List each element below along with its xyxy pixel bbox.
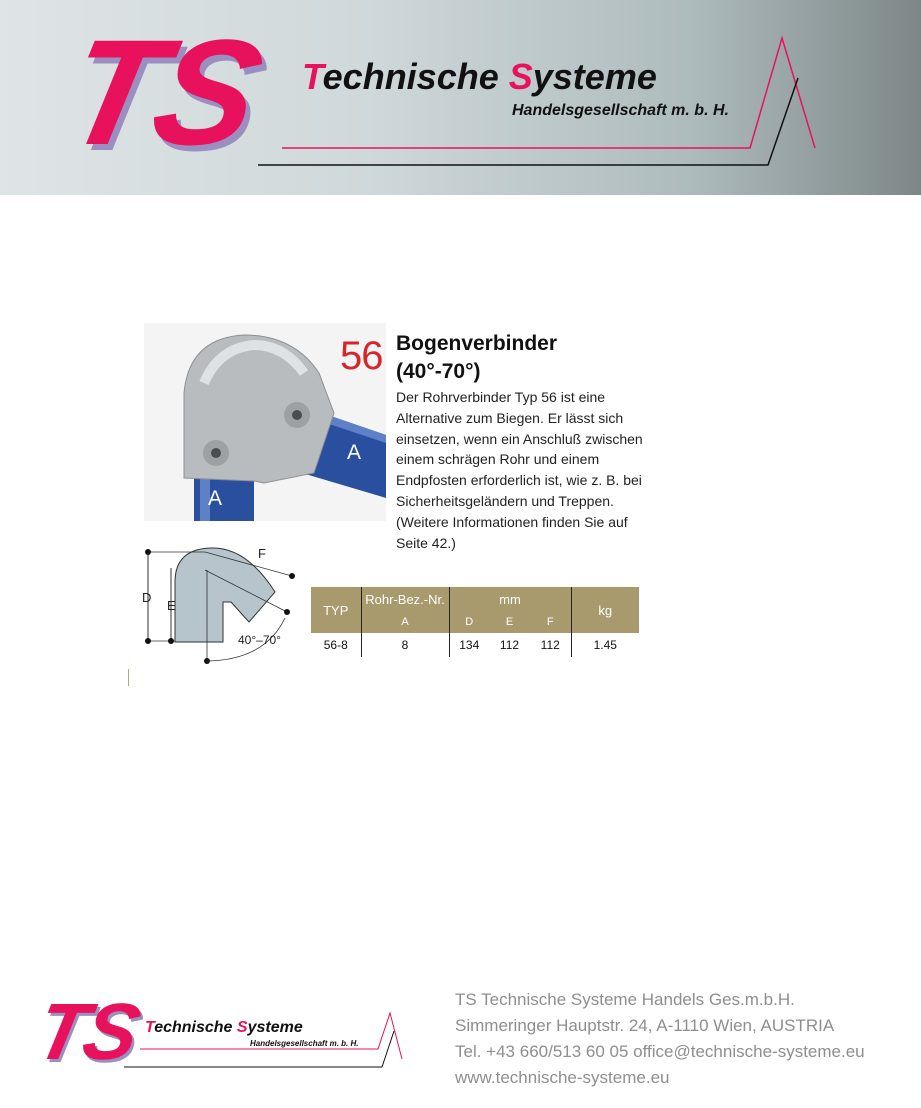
header-f: F <box>530 611 571 633</box>
ts-logo: TS <box>52 8 272 176</box>
footer-company-name: Technische Systeme <box>145 1019 303 1036</box>
footer-company-subtitle: Handelsgesellschaft m. b. H. <box>250 1039 359 1048</box>
footer-line-company: TS Technische Systeme Handels Ges.m.b.H. <box>455 990 795 1009</box>
company-subtitle: Handelsgesellschaft m. b. H. <box>512 102 729 119</box>
dim-label-angle: 40°–70° <box>238 633 281 647</box>
dim-label-f: F <box>258 546 266 561</box>
header-kg: kg <box>571 587 639 633</box>
cell-kg: 1.45 <box>571 633 639 657</box>
table-row <box>311 633 639 657</box>
product-description: Der Rohrverbinder Typ 56 ist eine Alternative zum Biegen. Er lässt sich einsetzen, wenn ein Anschluß zwischen einem schrägen Rohr und einem Endpfosten erforderlich ist, wie z. B. bei Sicherheitsgeländern und Treppen. (Weitere Informationen finden Sie auf Seite 42.) <box>396 389 643 551</box>
cell-a: 8 <box>361 633 449 657</box>
cell-d: 134 <box>449 633 489 657</box>
product-title: Bogenverbinder (40°-70°) <box>396 332 558 383</box>
cell-e: 112 <box>499 638 520 652</box>
footer-line-street: Simmeringer Hauptstr. 24, A-1110 Wien, AUSTRIA <box>455 1016 835 1035</box>
company-name: Technische Systeme <box>302 56 657 97</box>
footer-logo <box>28 987 410 1080</box>
cell-f: 112 <box>540 638 560 652</box>
footer-address <box>455 987 865 1091</box>
footer-line-contact: Tel. +43 660/513 60 05 office@technische-systeme.eu <box>455 1042 865 1061</box>
header-rohr: Rohr-Bez.-Nr. <box>361 587 449 611</box>
header-e: E <box>489 611 530 633</box>
product-number: 56 <box>340 334 383 378</box>
spec-table <box>311 587 639 657</box>
header-a: A <box>361 611 449 633</box>
footer-line-web: www.technische-systeme.eu <box>455 1068 670 1087</box>
header-banner <box>0 0 921 195</box>
header-typ: TYP <box>311 587 361 633</box>
header-mm: mm <box>449 587 571 611</box>
footer-swoosh <box>120 1011 410 1071</box>
technical-diagram <box>135 540 310 672</box>
photo-label-a-vertical: A <box>208 487 223 510</box>
dim-label-d: D <box>142 590 152 605</box>
cell-typ: 56-8 <box>323 638 348 652</box>
dim-label-e: E <box>167 598 176 613</box>
margin-marker <box>128 669 129 686</box>
header-d: D <box>449 611 489 633</box>
photo-label-a-angled: A <box>347 441 362 464</box>
header-swoosh <box>250 30 830 175</box>
footer-ts-logo: TS <box>28 987 146 1076</box>
